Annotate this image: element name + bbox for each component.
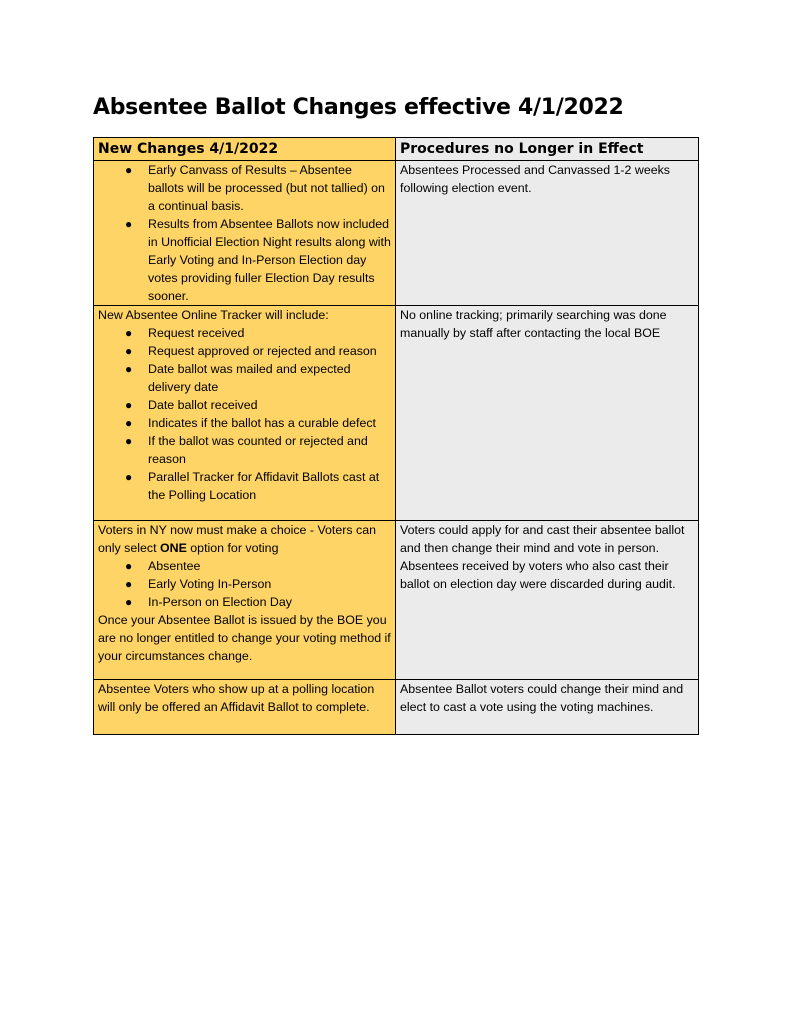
list-item: ● Date ballot received: [125, 398, 258, 412]
bullet-icon: ●: [125, 559, 133, 573]
list-item: ● Early Canvass of Results – Absentee ballots will be processed (but not tallied) on a continual basis.: [125, 163, 385, 213]
cell-outro-text: Once your Absentee Ballot is issued by the BOE you are no longer entitled to change your voting method if your circumstances change.: [98, 613, 391, 663]
list-item: ● Results from Absentee Ballots now included in Unofficial Election Night results along with Early Voting and In-Person Election day votes providing fuller Election Day results sooner.: [125, 217, 391, 303]
old-procedure-cell: No online tracking; primarily searching was done manually by staff after contacting the local BOE: [396, 306, 699, 521]
old-procedure-cell: Absentee Ballot voters could change their mind and elect to cast a vote using the voting machines.: [396, 680, 699, 735]
bullet-list: [98, 161, 391, 305]
bullet-icon: ●: [125, 577, 133, 591]
table-row: [94, 161, 699, 306]
new-change-cell: Absentee Voters who show up at a polling location will only be offered an Affidavit Ballot to complete.: [94, 680, 396, 735]
list-item: ● Request received: [125, 326, 245, 340]
table-header-row: [94, 138, 699, 161]
list-item: ● Early Voting In-Person: [125, 577, 272, 591]
list-item: ● In-Person on Election Day: [125, 595, 292, 609]
list-item: ● Absentee: [125, 559, 201, 573]
bullet-icon: ●: [125, 595, 133, 609]
old-procedure-cell: Voters could apply for and cast their absentee ballot and then change their mind and vote in person. Absentees received by voters who also cast their ballot on election day were discarded during audit.: [396, 521, 699, 680]
list-item: ● Indicates if the ballot has a curable defect: [125, 416, 376, 430]
bullet-icon: ●: [125, 434, 133, 448]
bullet-icon: ●: [125, 326, 133, 340]
cell-intro-text: Voters in NY now must make a choice - Voters can only select ONE option for voting: [98, 523, 377, 555]
bullet-list: [98, 557, 391, 611]
new-changes-header: New Changes 4/1/2022: [94, 138, 396, 161]
page-title: Absentee Ballot Changes effective 4/1/2022: [93, 95, 624, 120]
bullet-icon: ●: [125, 217, 133, 231]
list-item: ● If the ballot was counted or rejected and reason: [125, 434, 368, 466]
cell-intro-text: New Absentee Online Tracker will include:: [98, 308, 329, 322]
new-change-cell: [94, 521, 396, 680]
old-procedure-cell: Absentees Processed and Canvassed 1-2 weeks following election event.: [396, 161, 699, 306]
bullet-list: [98, 324, 391, 504]
table-row: [94, 680, 699, 735]
emphasis-text: ONE: [159, 541, 187, 555]
bullet-icon: ●: [125, 398, 133, 412]
bullet-icon: ●: [125, 163, 133, 177]
new-change-cell: [94, 306, 396, 521]
bullet-icon: ●: [125, 362, 133, 376]
bullet-icon: ●: [125, 470, 133, 484]
bullet-icon: ●: [125, 344, 133, 358]
list-item: ● Date ballot was mailed and expected delivery date: [125, 362, 351, 394]
changes-table: [93, 137, 699, 735]
list-item: ● Request approved or rejected and reason: [125, 344, 377, 358]
bullet-icon: ●: [125, 416, 133, 430]
table-row: [94, 521, 699, 680]
list-item: ● Parallel Tracker for Affidavit Ballots cast at the Polling Location: [125, 470, 380, 502]
new-change-cell: [94, 161, 396, 306]
table-row: [94, 306, 699, 521]
old-procedures-header: Procedures no Longer in Effect: [396, 138, 699, 161]
